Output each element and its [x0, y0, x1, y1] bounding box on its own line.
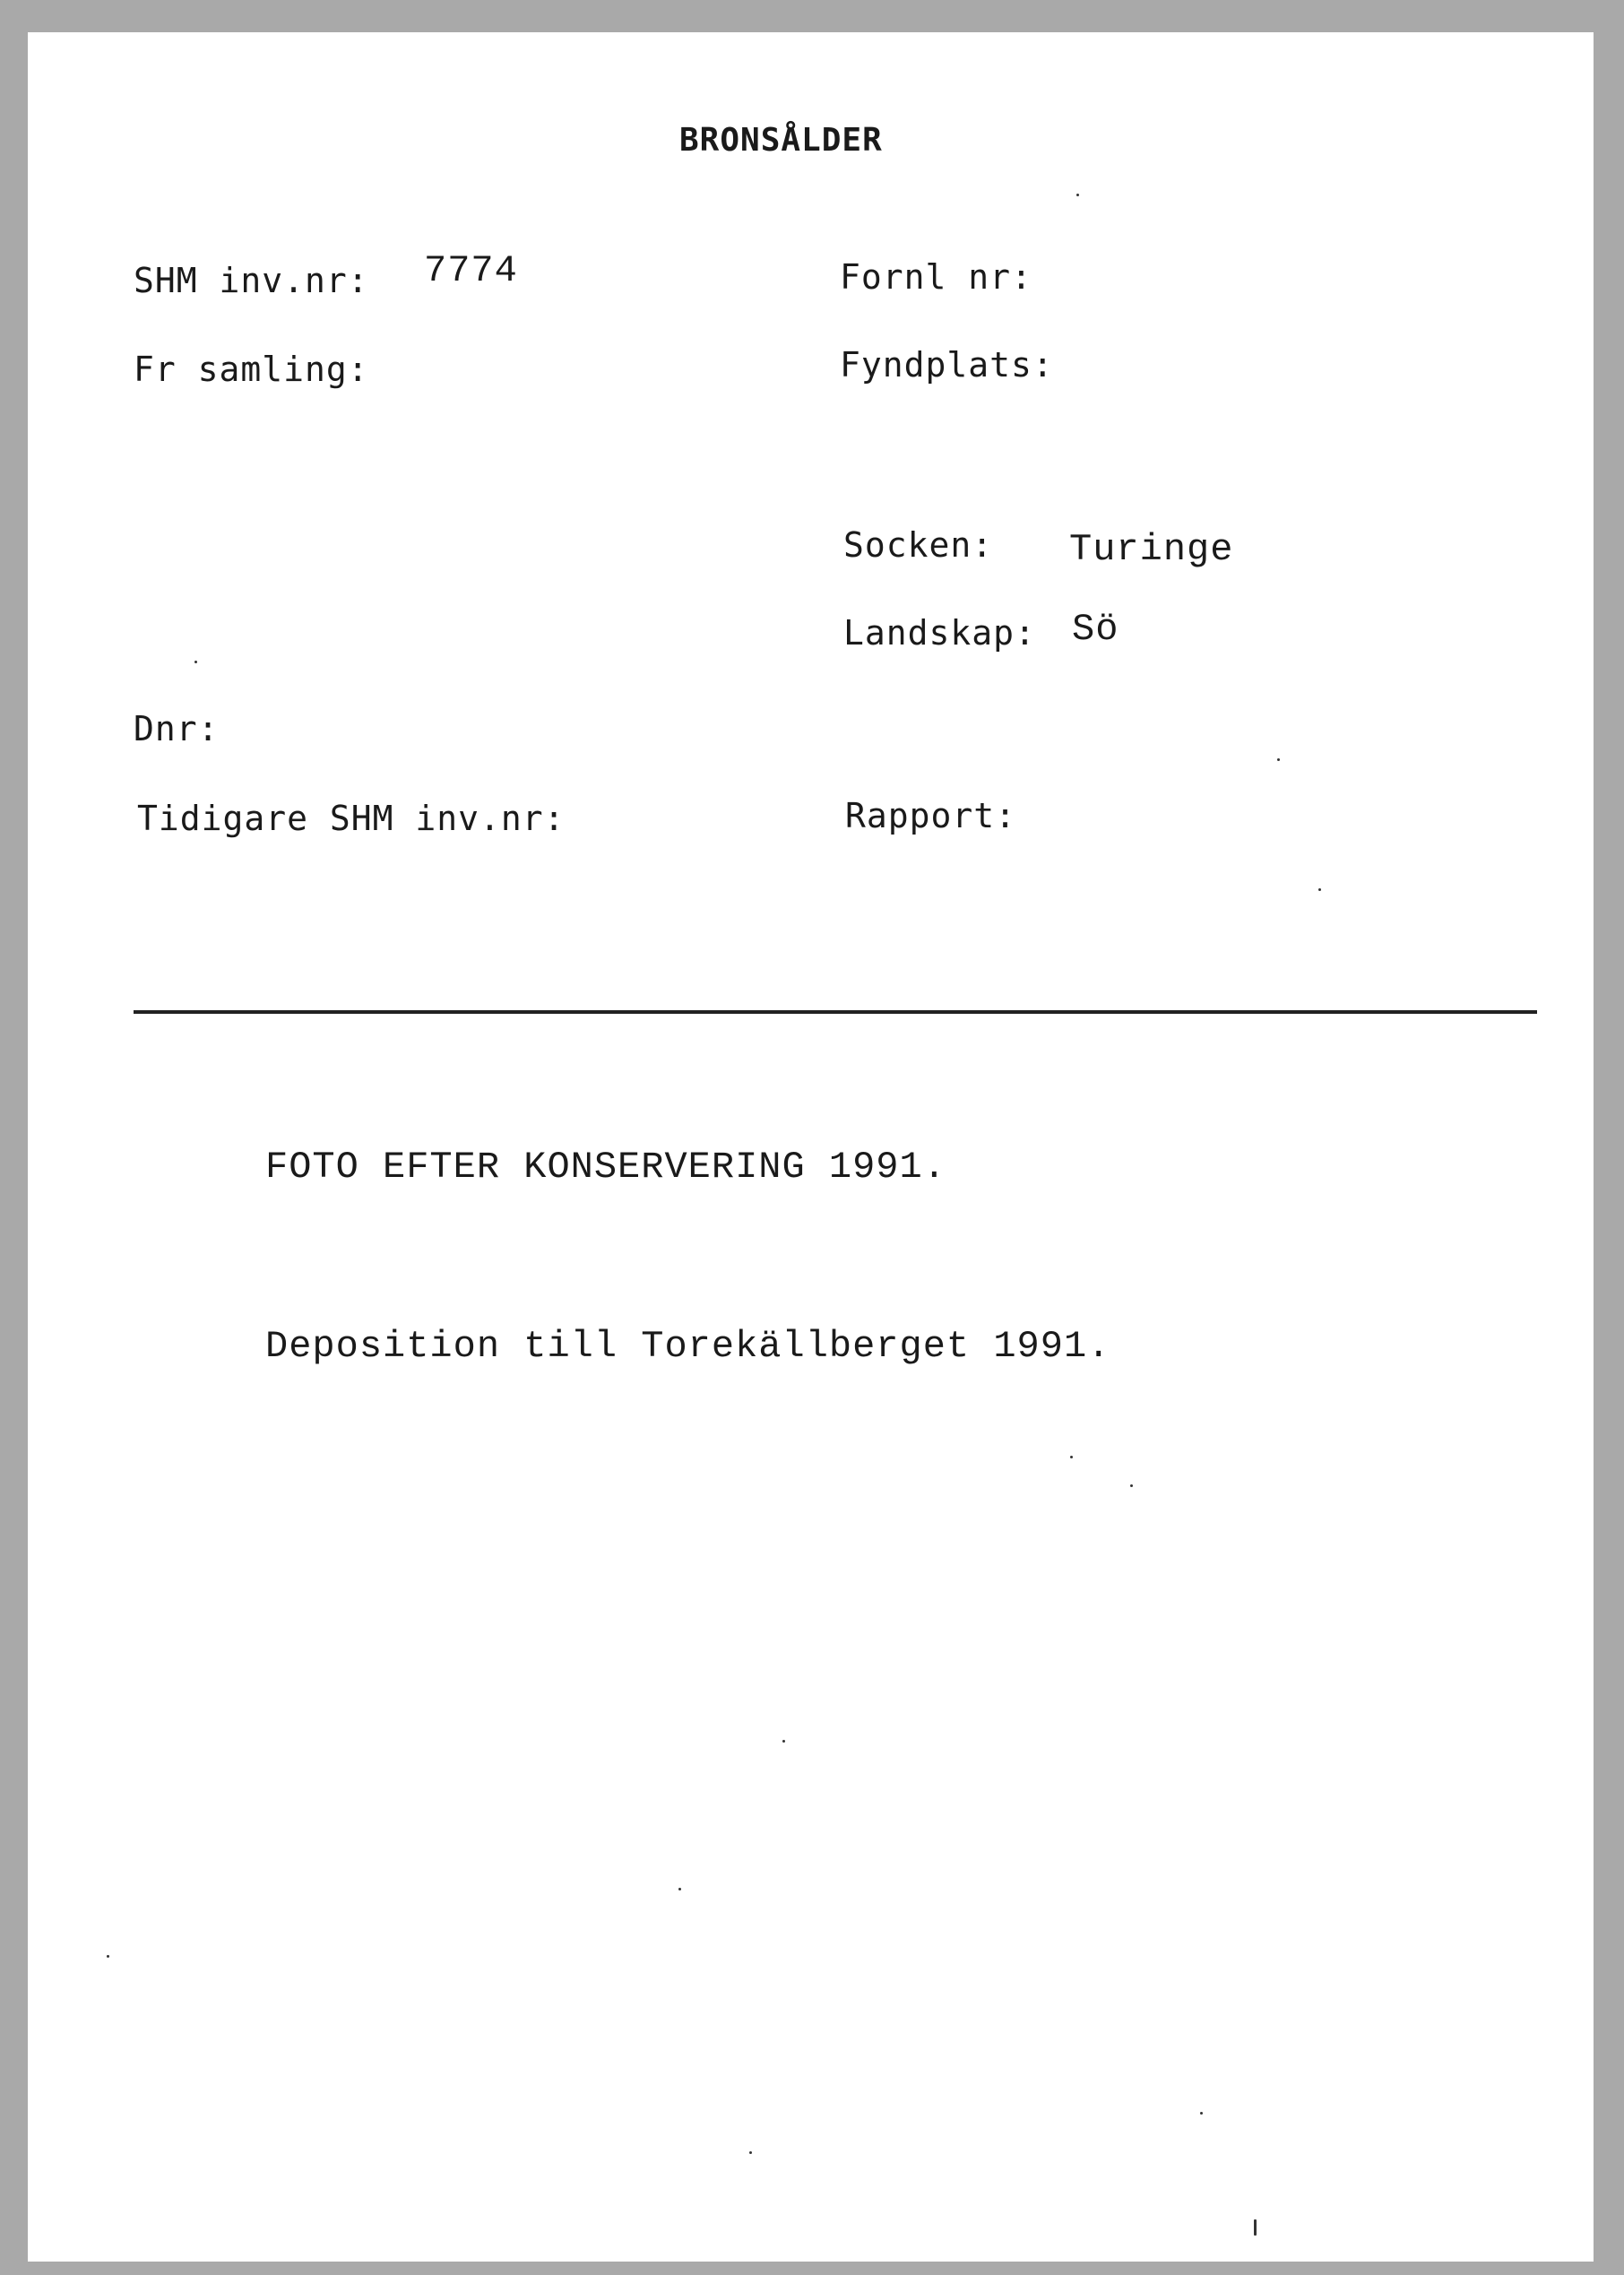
landskap-label: Landskap:	[843, 613, 1036, 653]
scan-speck	[749, 2151, 752, 2154]
fr-samling-label: Fr samling:	[134, 350, 369, 389]
socken-label: Socken:	[843, 525, 994, 565]
fornl-nr-label: Fornl nr:	[840, 257, 1032, 297]
divider-line	[134, 1010, 1537, 1014]
shm-inv-nr-label: SHM inv.nr:	[134, 261, 369, 300]
scan-speck	[1200, 2112, 1203, 2115]
card-heading: BRONSÅLDER	[679, 122, 883, 159]
scan-speck	[1130, 1484, 1133, 1487]
scan-speck	[678, 1888, 681, 1890]
socken-value: Turinge	[1069, 528, 1234, 571]
fyndplats-label: Fyndplats:	[840, 345, 1054, 385]
scan-speck	[1070, 1456, 1073, 1458]
shm-inv-nr-value: 7774	[424, 249, 518, 292]
scan-speck	[1318, 888, 1321, 891]
tidigare-shm-label: Tidigare SHM inv.nr:	[137, 799, 566, 838]
note-deposition: Deposition till Torekällberget 1991.	[265, 1325, 1111, 1368]
scan-speck	[782, 1740, 785, 1743]
catalog-card	[28, 32, 1594, 2262]
scan-speck	[1277, 758, 1280, 761]
scan-speck	[1076, 194, 1079, 196]
note-conservation: FOTO EFTER KONSERVERING 1991.	[265, 1146, 946, 1189]
landskap-value: Sö	[1072, 608, 1119, 651]
scan-speck	[107, 1955, 109, 1958]
scan-speck	[1254, 2219, 1257, 2236]
scan-speck	[194, 661, 197, 663]
rapport-label: Rapport:	[845, 796, 1017, 835]
dnr-label: Dnr:	[134, 709, 220, 748]
